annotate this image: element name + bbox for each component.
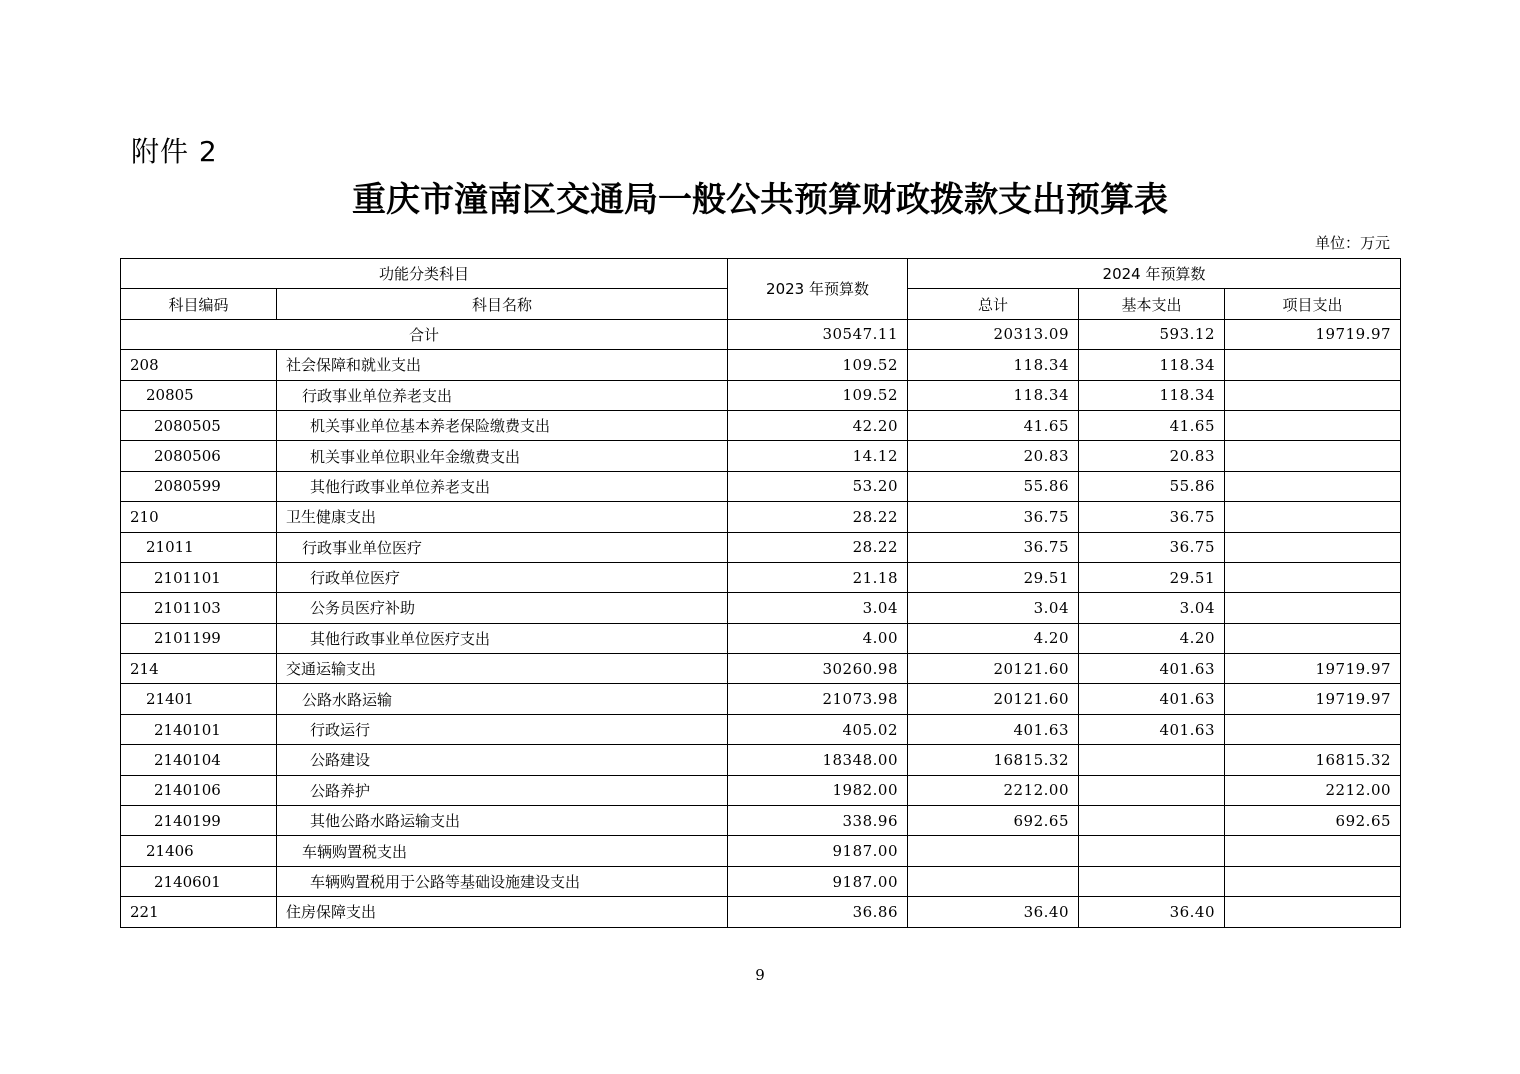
header-basic: 基本支出 — [1079, 289, 1225, 319]
cell-total: 118.34 — [908, 350, 1079, 380]
cell-total — [908, 836, 1079, 866]
cell-budget-2023: 9187.00 — [728, 866, 908, 896]
cell-project — [1225, 562, 1401, 592]
cell-total: 20121.60 — [908, 684, 1079, 714]
cell-budget-2023: 28.22 — [728, 532, 908, 562]
cell-basic — [1079, 836, 1225, 866]
cell-total: 55.86 — [908, 471, 1079, 501]
cell-project — [1225, 897, 1401, 927]
table-row — [121, 350, 1401, 380]
table-row — [121, 532, 1401, 562]
cell-budget-2023: 28.22 — [728, 502, 908, 532]
cell-project — [1225, 502, 1401, 532]
cell-budget-2023: 30260.98 — [728, 654, 908, 684]
cell-name: 其他行政事业单位养老支出 — [277, 471, 728, 501]
cell-basic: 401.63 — [1079, 684, 1225, 714]
cell-project — [1225, 380, 1401, 410]
cell-project: 19719.97 — [1225, 654, 1401, 684]
cell-budget-2023: 1982.00 — [728, 775, 908, 805]
total-basic: 593.12 — [1079, 319, 1225, 349]
cell-basic: 118.34 — [1079, 380, 1225, 410]
total-row — [121, 319, 1401, 349]
cell-basic — [1079, 775, 1225, 805]
cell-project — [1225, 866, 1401, 896]
cell-budget-2023: 405.02 — [728, 714, 908, 744]
total-project: 19719.97 — [1225, 319, 1401, 349]
cell-total: 20121.60 — [908, 654, 1079, 684]
cell-code: 2140101 — [121, 714, 277, 744]
cell-budget-2023: 21073.98 — [728, 684, 908, 714]
cell-project: 16815.32 — [1225, 745, 1401, 775]
cell-total: 29.51 — [908, 562, 1079, 592]
header-project: 项目支出 — [1225, 289, 1401, 319]
table-row — [121, 897, 1401, 927]
table-row — [121, 836, 1401, 866]
table-row — [121, 775, 1401, 805]
unit-label: 单位：万元 — [1314, 234, 1390, 252]
total-total: 20313.09 — [908, 319, 1079, 349]
cell-basic: 55.86 — [1079, 471, 1225, 501]
cell-basic: 41.65 — [1079, 410, 1225, 440]
cell-name: 机关事业单位职业年金缴费支出 — [277, 441, 728, 471]
table-header — [121, 259, 1401, 320]
table-row — [121, 593, 1401, 623]
cell-name: 行政事业单位医疗 — [277, 532, 728, 562]
cell-basic: 29.51 — [1079, 562, 1225, 592]
cell-project — [1225, 714, 1401, 744]
cell-budget-2023: 18348.00 — [728, 745, 908, 775]
cell-name: 公路养护 — [277, 775, 728, 805]
header-functional-category: 功能分类科目 — [121, 259, 728, 289]
cell-total: 16815.32 — [908, 745, 1079, 775]
table-row — [121, 684, 1401, 714]
cell-budget-2023: 53.20 — [728, 471, 908, 501]
cell-budget-2023: 3.04 — [728, 593, 908, 623]
cell-code: 2140104 — [121, 745, 277, 775]
cell-basic — [1079, 806, 1225, 836]
cell-code: 2101103 — [121, 593, 277, 623]
cell-project: 19719.97 — [1225, 684, 1401, 714]
cell-total: 4.20 — [908, 623, 1079, 653]
cell-project: 2212.00 — [1225, 775, 1401, 805]
cell-budget-2023: 36.86 — [728, 897, 908, 927]
cell-total: 118.34 — [908, 380, 1079, 410]
header-budget-2023: 2023 年预算数 — [728, 259, 908, 320]
cell-project — [1225, 623, 1401, 653]
cell-project — [1225, 593, 1401, 623]
cell-code: 221 — [121, 897, 277, 927]
cell-code: 2080505 — [121, 410, 277, 440]
cell-code: 2140106 — [121, 775, 277, 805]
cell-project — [1225, 471, 1401, 501]
cell-basic: 20.83 — [1079, 441, 1225, 471]
table-row — [121, 562, 1401, 592]
cell-basic: 401.63 — [1079, 654, 1225, 684]
cell-name: 行政运行 — [277, 714, 728, 744]
cell-project: 692.65 — [1225, 806, 1401, 836]
cell-budget-2023: 21.18 — [728, 562, 908, 592]
page-title: 重庆市潼南区交通局一般公共预算财政拨款支出预算表 — [352, 180, 1168, 220]
table-row — [121, 502, 1401, 532]
cell-name: 其他公路水路运输支出 — [277, 806, 728, 836]
cell-project — [1225, 350, 1401, 380]
cell-code: 2080599 — [121, 471, 277, 501]
table-row — [121, 471, 1401, 501]
cell-total: 36.75 — [908, 532, 1079, 562]
cell-budget-2023: 338.96 — [728, 806, 908, 836]
budget-table — [120, 258, 1401, 928]
cell-code: 21406 — [121, 836, 277, 866]
header-total: 总计 — [908, 289, 1079, 319]
cell-budget-2023: 109.52 — [728, 350, 908, 380]
cell-basic: 36.40 — [1079, 897, 1225, 927]
cell-code: 2140199 — [121, 806, 277, 836]
table-row — [121, 380, 1401, 410]
header-budget-2024: 2024 年预算数 — [908, 259, 1401, 289]
cell-basic: 401.63 — [1079, 714, 1225, 744]
cell-total: 41.65 — [908, 410, 1079, 440]
cell-total: 36.40 — [908, 897, 1079, 927]
cell-name: 公务员医疗补助 — [277, 593, 728, 623]
cell-basic: 118.34 — [1079, 350, 1225, 380]
table-row — [121, 410, 1401, 440]
cell-project — [1225, 441, 1401, 471]
cell-basic — [1079, 745, 1225, 775]
cell-name: 住房保障支出 — [277, 897, 728, 927]
cell-budget-2023: 9187.00 — [728, 836, 908, 866]
cell-budget-2023: 42.20 — [728, 410, 908, 440]
cell-total: 692.65 — [908, 806, 1079, 836]
cell-basic: 4.20 — [1079, 623, 1225, 653]
table-row — [121, 623, 1401, 653]
cell-code: 210 — [121, 502, 277, 532]
cell-name: 卫生健康支出 — [277, 502, 728, 532]
cell-name: 机关事业单位基本养老保险缴费支出 — [277, 410, 728, 440]
cell-project — [1225, 836, 1401, 866]
cell-project — [1225, 410, 1401, 440]
header-code: 科目编码 — [121, 289, 277, 319]
cell-basic: 36.75 — [1079, 532, 1225, 562]
cell-code: 21011 — [121, 532, 277, 562]
cell-total: 3.04 — [908, 593, 1079, 623]
cell-total: 401.63 — [908, 714, 1079, 744]
cell-name: 行政事业单位养老支出 — [277, 380, 728, 410]
cell-basic: 3.04 — [1079, 593, 1225, 623]
cell-name: 车辆购置税用于公路等基础设施建设支出 — [277, 866, 728, 896]
cell-code: 20805 — [121, 380, 277, 410]
cell-budget-2023: 14.12 — [728, 441, 908, 471]
table-row — [121, 441, 1401, 471]
cell-name: 公路建设 — [277, 745, 728, 775]
cell-code: 208 — [121, 350, 277, 380]
cell-total — [908, 866, 1079, 896]
cell-code: 2101199 — [121, 623, 277, 653]
header-name: 科目名称 — [277, 289, 728, 319]
table-row — [121, 745, 1401, 775]
table-row — [121, 806, 1401, 836]
cell-total: 36.75 — [908, 502, 1079, 532]
cell-basic — [1079, 866, 1225, 896]
cell-budget-2023: 109.52 — [728, 380, 908, 410]
cell-code: 2140601 — [121, 866, 277, 896]
cell-name: 公路水路运输 — [277, 684, 728, 714]
cell-code: 2101101 — [121, 562, 277, 592]
cell-code: 2080506 — [121, 441, 277, 471]
cell-project — [1225, 532, 1401, 562]
table-body — [121, 319, 1401, 927]
cell-basic: 36.75 — [1079, 502, 1225, 532]
attachment-label: 附件 2 — [131, 135, 218, 168]
cell-name: 社会保障和就业支出 — [277, 350, 728, 380]
cell-name: 车辆购置税支出 — [277, 836, 728, 866]
cell-name: 其他行政事业单位医疗支出 — [277, 623, 728, 653]
cell-name: 行政单位医疗 — [277, 562, 728, 592]
table-row — [121, 866, 1401, 896]
cell-total: 2212.00 — [908, 775, 1079, 805]
cell-total: 20.83 — [908, 441, 1079, 471]
cell-code: 214 — [121, 654, 277, 684]
table-row — [121, 654, 1401, 684]
total-label: 合计 — [121, 319, 728, 349]
cell-name: 交通运输支出 — [277, 654, 728, 684]
cell-code: 21401 — [121, 684, 277, 714]
page-number: 9 — [755, 966, 765, 984]
cell-budget-2023: 4.00 — [728, 623, 908, 653]
table-row — [121, 714, 1401, 744]
total-b2023: 30547.11 — [728, 319, 908, 349]
